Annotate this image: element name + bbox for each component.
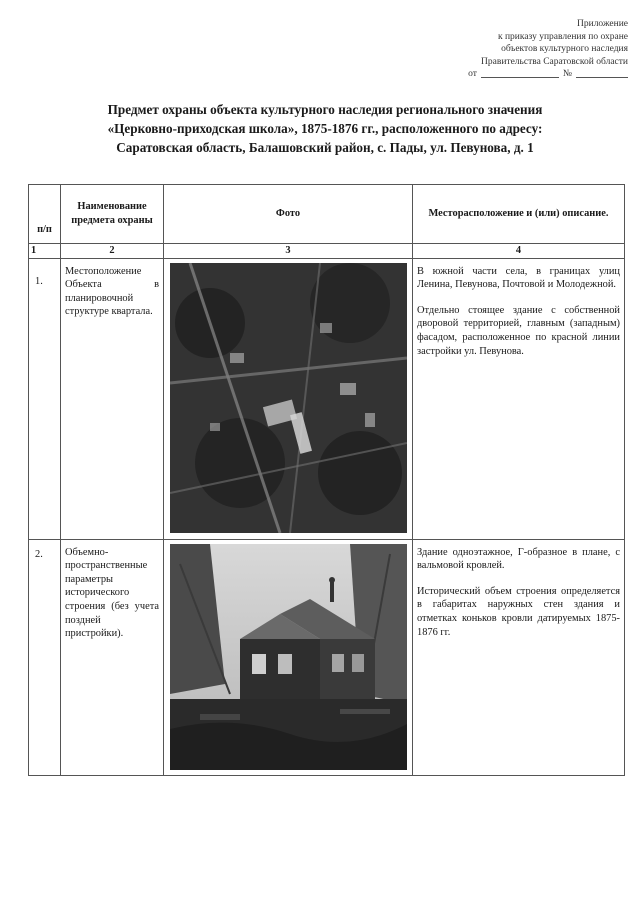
row-description — [413, 258, 625, 539]
table-row — [29, 258, 625, 539]
row-number: 1. — [29, 258, 61, 539]
index-cell: 3 — [164, 244, 413, 259]
building-photo — [170, 544, 407, 770]
appendix-line: Приложение — [577, 19, 628, 29]
header-photo: Фото — [164, 185, 413, 244]
title-line: Саратовская область, Балашовский район, с. Пады, ул. Певунова, д. 1 — [116, 140, 534, 155]
document-title — [30, 100, 620, 157]
number-label: № — [562, 69, 572, 79]
title-line: «Церковно-приходская школа», 1875-1876 гг., расположенного по адресу: — [107, 121, 543, 136]
photo-cell — [164, 539, 413, 775]
appendix-block — [428, 18, 628, 81]
header-num: п/п — [29, 185, 61, 244]
photo-cell — [164, 258, 413, 539]
header-desc: Месторасположение и (или) описание. — [413, 185, 625, 244]
title-line: Предмет охраны объекта культурного наследия регионального значения — [107, 102, 543, 117]
appendix-line: к приказу управления по охране — [497, 31, 628, 42]
header-name: Наименование предмета охраны — [61, 185, 164, 244]
description-paragraph: Отдельно стоящее здание с собственной дворовой территорией, главным (западным) фасадом, расположенное по красной линии застройки ул. Певунова. — [417, 304, 620, 357]
aerial-photo — [170, 263, 407, 533]
index-cell: 1 — [29, 244, 61, 259]
protection-subject-table — [28, 184, 625, 776]
description-paragraph: Исторический объем строения определяется в габаритах наружных стен здания и отметках коньков кровли датируемых 1875-1876 гг. — [417, 585, 620, 638]
from-label: от — [468, 69, 477, 79]
index-cell: 2 — [61, 244, 164, 259]
description-paragraph: Здание одноэтажное, Г-образное в плане, с вальмовой кровлей. — [417, 546, 620, 572]
row-description — [413, 539, 625, 775]
appendix-date-number-line — [428, 68, 628, 81]
date-blank — [481, 68, 559, 78]
appendix-line: Правительства Саратовской области — [481, 56, 628, 67]
table-row — [29, 539, 625, 775]
description-paragraph: В южной части села, в границах улиц Ленина, Певунова, Почтовой и Молодежной. — [417, 265, 620, 291]
appendix-line: объектов культурного наследия — [501, 44, 628, 54]
number-blank — [576, 68, 628, 78]
table-header-row — [29, 185, 625, 244]
row-subject-name: Местоположение Объекта в планировочной структуре квартала. — [61, 258, 164, 539]
row-number: 2. — [29, 539, 61, 775]
table-index-row — [29, 244, 625, 259]
index-cell: 4 — [413, 244, 625, 259]
row-subject-name: Объемно-пространственные параметры исторического строения (без учета поздней пристройки). — [61, 539, 164, 775]
